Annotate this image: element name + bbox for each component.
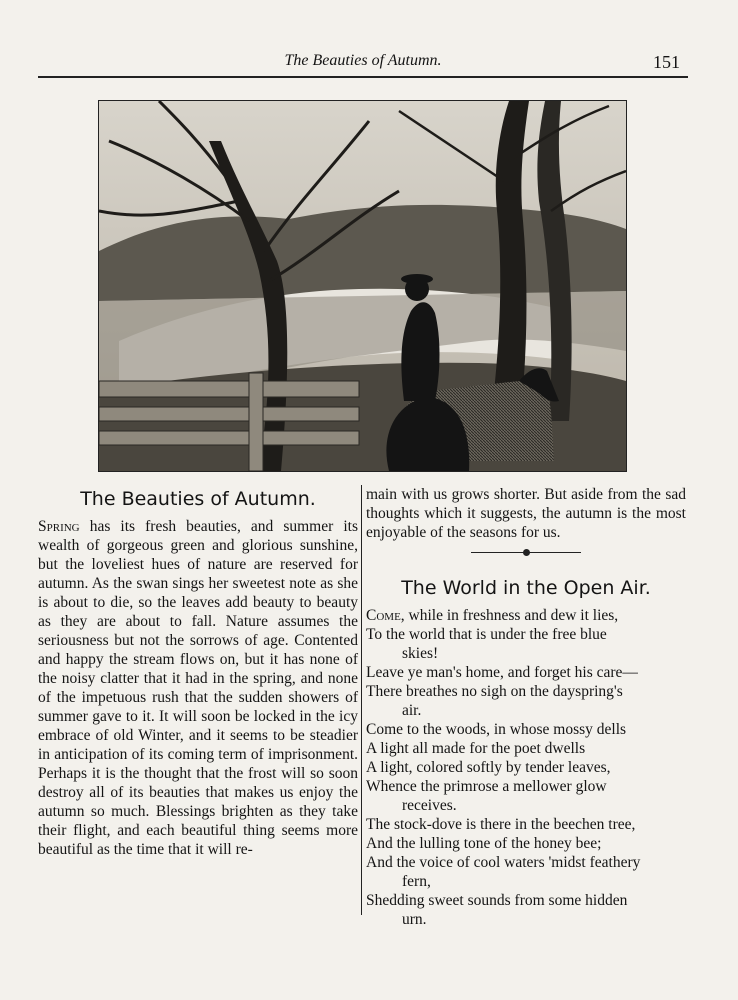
poem-line: Leave ye man's home, and forget his care— — [366, 664, 638, 681]
article-continuation: main with us grows shorter. But aside from the sad thoughts which it suggests, the autumn is the most enjoyable of the seasons for us. — [366, 486, 686, 541]
column-divider — [361, 485, 362, 915]
paragraph-text: has its fresh beauties, and summer its wealth of gorgeous green and glorious sunshine, but the loveliest hues of nature are reserved for autumn. As the swan sings her sweetest note as she is about to die, so the leaves add beauty to beauty as they are about to fall. Nature assumes the seriousness but not the sorrows of age. Contented and happy the stream flows on, but it has none of the noisy clatter that it had in the spring, and none of the impetuous rush that the sudden showers of summer gave to it. It will soon be locked in the icy embrace of old Winter, and it seems to be steadier in anticipation of its coming term of imprisonment. Perhaps it is the thought that the frost will so soon destroy all of its beauties that makes us enjoy the autumn so much. Blessings brighten as they take their flight, and each beautiful thing seems more beautiful as the time that it will re- — [38, 518, 358, 858]
poem-line: Come to the woods, in whose mossy dells — [366, 721, 627, 738]
poem-line: Shedding sweet sounds from some hidden — [366, 892, 628, 909]
poem-line: To the world that is under the free blue — [366, 626, 607, 643]
poem-line: There breathes no sigh on the dayspring's — [366, 683, 623, 700]
poem-line-turnover: fern, — [402, 873, 431, 890]
poem — [366, 606, 686, 929]
poem-line: A light all made for the poet dwells — [366, 740, 586, 757]
running-head — [38, 50, 688, 78]
poem-first-line-text: , while in freshness and dew it lies, — [400, 607, 619, 624]
poem-line-turnover: receives. — [402, 797, 457, 814]
poem-line-turnover: skies! — [402, 645, 439, 662]
autumn-engraving-illustration — [98, 100, 627, 472]
poem-line: And the lulling tone of the honey bee; — [366, 835, 602, 852]
running-head-title: The Beauties of Autumn. — [284, 52, 442, 69]
left-column — [38, 485, 358, 859]
poem-line: Whence the primrose a mellower glow — [366, 778, 607, 795]
article-body-paragraph — [38, 517, 358, 859]
article-title-world-in-open-air: The World in the Open Air. — [401, 577, 651, 599]
poem-lead-word: Come — [366, 607, 401, 624]
engraving-drawing — [99, 101, 626, 471]
poem-line: The stock-dove is there in the beechen tree, — [366, 816, 636, 833]
poem-line-turnover: urn. — [402, 911, 427, 928]
article-title-beauties-of-autumn: The Beauties of Autumn. — [80, 488, 316, 510]
page-number: 151 — [653, 52, 680, 72]
poem-line: And the voice of cool waters 'midst feathery — [366, 854, 641, 871]
section-ornament — [471, 546, 581, 560]
lead-word: Spring — [38, 518, 80, 535]
right-column — [366, 485, 686, 929]
poem-line-turnover: air. — [402, 702, 422, 719]
poem-line: A light, colored softly by tender leaves, — [366, 759, 611, 776]
poem-line — [366, 606, 686, 625]
